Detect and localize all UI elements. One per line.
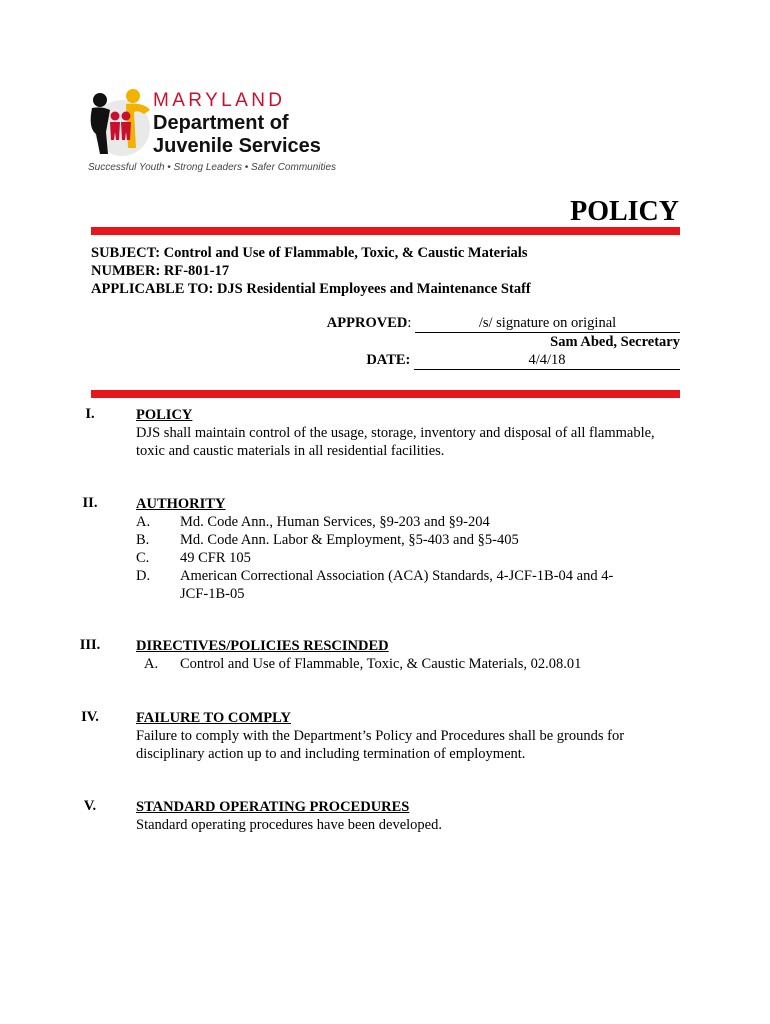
list-item: [136, 567, 684, 603]
bottom-divider: [91, 390, 680, 398]
section-body: Standard operating procedures have been developed.: [136, 817, 442, 833]
doc-title: POLICY: [570, 196, 679, 227]
list-item: [136, 549, 684, 567]
subject-line: SUBJECT: Control and Use of Flammable, Toxic, & Caustic Materials: [91, 245, 528, 261]
number-line: NUMBER: RF-801-17: [91, 263, 230, 279]
logo-department: [153, 112, 321, 158]
section-rescinded: [136, 637, 684, 673]
section-number: V.: [83, 798, 97, 814]
agency-logo: [86, 88, 337, 180]
item-letter: D.: [136, 568, 151, 584]
logo-state: MARYLAND: [153, 90, 286, 111]
section-title: DIRECTIVES/POLICIES RESCINDED: [136, 638, 389, 654]
item-letter: C.: [136, 550, 150, 566]
logo-tagline: Successful Youth • Strong Leaders • Safer Communities: [88, 162, 337, 173]
date-row: [366, 352, 680, 370]
section-title: AUTHORITY: [136, 496, 226, 512]
family-emblem-icon: [86, 88, 152, 160]
section-title: STANDARD OPERATING PROCEDURES: [136, 799, 410, 815]
section-policy: [136, 406, 684, 460]
item-text: Control and Use of Flammable, Toxic, & Caustic Materials, 02.08.01: [180, 656, 582, 672]
section-body: Failure to comply with the Department’s Policy and Procedures shall be grounds for disciplinary action up to and including termination of employment.: [136, 728, 625, 762]
section-title: POLICY: [136, 407, 193, 423]
approved-label: APPROVED: [326, 315, 408, 331]
approved-signature: /s/ signature on original: [415, 315, 680, 333]
item-letter: B.: [136, 532, 150, 548]
top-divider: [91, 227, 680, 235]
section-body: DJS shall maintain control of the usage, storage, inventory and disposal of all flammable, toxic and caustic materials in all residential facilities.: [136, 425, 655, 459]
item-text: Md. Code Ann. Labor & Employment, §5-403 and §5-405: [180, 532, 519, 548]
item-text: 49 CFR 105: [180, 550, 251, 566]
approved-row: APPROVED: /s/ signature on original: [327, 315, 680, 333]
list-item: [136, 531, 684, 549]
section-sop: [136, 798, 684, 834]
section-number: I.: [85, 406, 95, 422]
signer-name: Sam Abed, Secretary: [550, 334, 680, 350]
logo-line1: Department of: [153, 112, 289, 134]
section-failure: [136, 709, 684, 763]
logo-line2: Juvenile Services: [153, 135, 321, 157]
item-text: Md. Code Ann., Human Services, §9-203 and §9-204: [180, 514, 490, 530]
item-letter: A.: [136, 514, 151, 530]
list-item: [144, 655, 684, 673]
list-item: [136, 513, 684, 531]
section-title: FAILURE TO COMPLY: [136, 710, 291, 726]
applicable-line: APPLICABLE TO: DJS Residential Employees and Maintenance Staff: [91, 281, 531, 297]
item-letter: A.: [144, 656, 159, 672]
date-value: 4/4/18: [414, 352, 680, 370]
section-authority: [136, 495, 684, 603]
section-number: IV.: [81, 709, 99, 725]
item-text: American Correctional Association (ACA) Standards, 4-JCF-1B-04 and 4-JCF-1B-05: [180, 568, 614, 602]
section-number: III.: [79, 637, 101, 653]
date-label: DATE:: [366, 352, 411, 368]
section-number: II.: [82, 495, 98, 511]
